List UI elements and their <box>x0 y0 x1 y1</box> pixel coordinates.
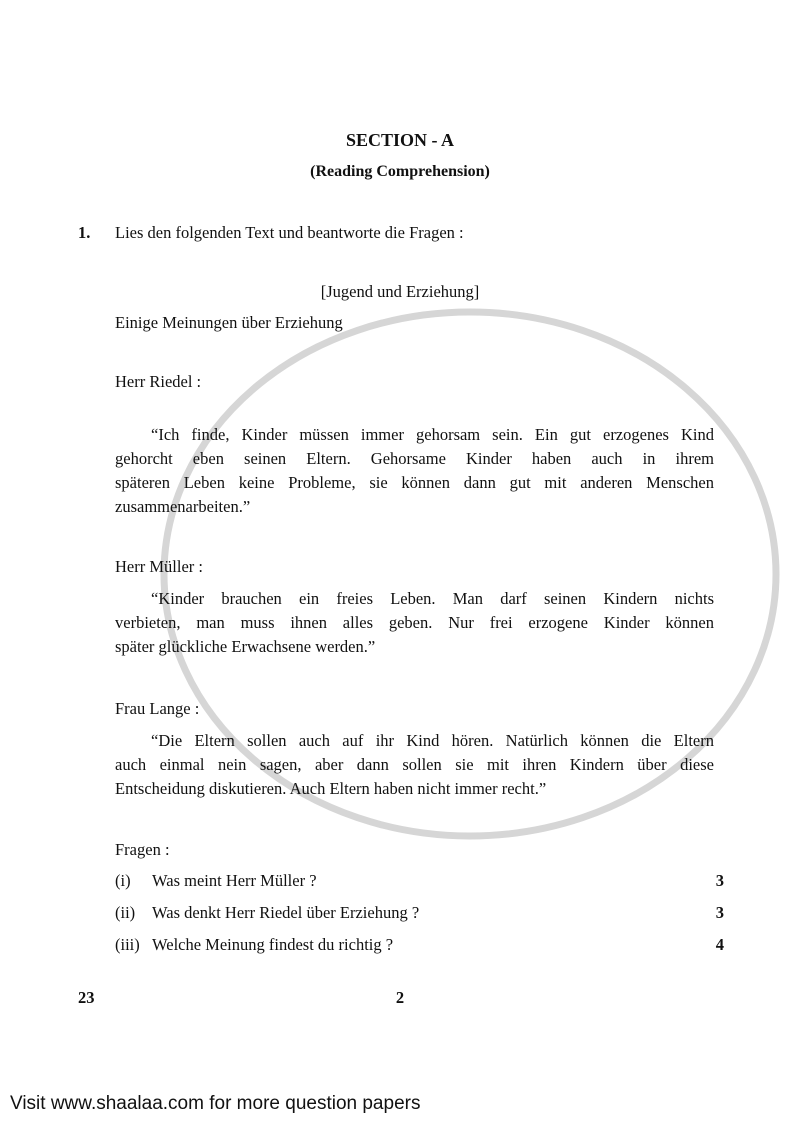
fragen-label: Fragen : <box>115 840 170 859</box>
page-number: 2 <box>395 988 405 1007</box>
frage-text: Was meint Herr Müller ? <box>152 871 317 890</box>
frage-number: (iii) <box>115 935 140 954</box>
visit-footer-link[interactable]: Visit www.shaalaa.com for more question papers <box>10 1093 421 1114</box>
quote-line: “Ich finde, Kinder müssen immer gehorsam sein. Ein gut erzogenes Kind <box>151 425 714 444</box>
question-instruction: Lies den folgenden Text und beantworte die Fragen : <box>115 223 464 242</box>
speaker-name: Herr Müller : <box>115 557 203 576</box>
frage-number: (i) <box>115 871 131 890</box>
speaker-name: Herr Riedel : <box>115 372 202 391</box>
speaker-name: Frau Lange : <box>115 699 200 718</box>
paper-code: 23 <box>78 988 95 1007</box>
quote-line: “Die Eltern sollen auch auf ihr Kind hören. Natürlich können die Eltern <box>151 731 714 750</box>
quote-line: später glückliche Erwachsene werden.” <box>115 637 376 656</box>
quote-line: verbieten, man muss ihnen alles geben. Nur frei erzogene Kinder können <box>115 613 714 632</box>
text-title: [Jugend und Erziehung] <box>320 282 480 301</box>
section-subtitle: (Reading Comprehension) <box>310 163 490 180</box>
frage-marks: 3 <box>715 903 724 922</box>
section-title: SECTION - A <box>345 130 455 150</box>
frage-text: Welche Meinung findest du richtig ? <box>152 935 394 954</box>
question-number: 1. <box>78 223 91 242</box>
quote-line: gehorcht eben seinen Eltern. Gehorsame Kinder haben auch in ihrem <box>115 449 714 468</box>
text-intro: Einige Meinungen über Erziehung <box>115 313 343 332</box>
frage-number: (ii) <box>115 903 136 922</box>
frage-marks: 4 <box>715 935 724 954</box>
quote-line: Entscheidung diskutieren. Auch Eltern haben nicht immer recht.” <box>115 779 547 798</box>
frage-text: Was denkt Herr Riedel über Erziehung ? <box>152 903 420 922</box>
quote-line: auch einmal nein sagen, aber dann sollen sie mit ihren Kindern über diese <box>115 755 714 774</box>
quote-line: “Kinder brauchen ein freies Leben. Man darf seinen Kindern nichts <box>151 589 714 608</box>
quote-line: zusammenarbeiten.” <box>115 497 251 516</box>
quote-line: späteren Leben keine Probleme, sie können dann gut mit anderen Menschen <box>115 473 714 492</box>
frage-marks: 3 <box>715 871 724 890</box>
